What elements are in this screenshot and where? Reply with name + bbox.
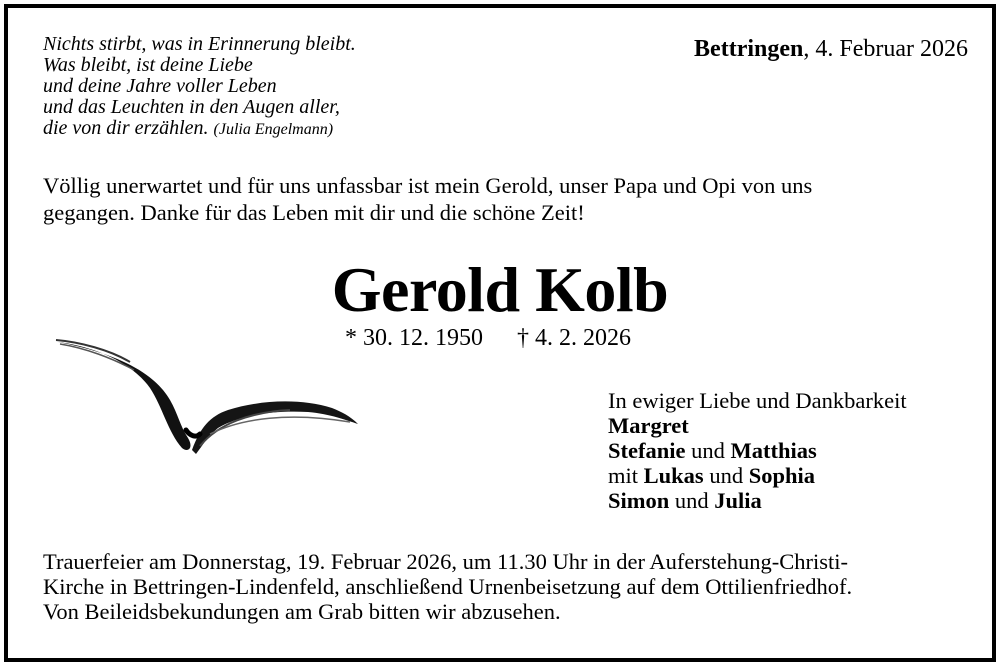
mourner-line: [608, 438, 907, 463]
mourners-opening: In ewiger Liebe und Dankbarkeit: [608, 388, 907, 413]
mourners-block: [608, 388, 907, 513]
intro-line: Völlig unerwartet und für uns unfassbar ist mein Gerold, unser Papa und Opi von uns: [43, 173, 813, 198]
poem-credit: (Julia Engelmann): [213, 121, 334, 138]
funeral-line: Trauerfeier am Donnerstag, 19. Februar 2026, um 11.30 Uhr in der Auferstehung-Christi-: [43, 549, 849, 574]
mourner-name: Lukas: [643, 463, 704, 488]
death-date: † 4. 2. 2026: [517, 325, 631, 351]
funeral-line: Von Beileidsbekundungen am Grab bitten wir abzusehen.: [43, 599, 561, 624]
life-dates: [345, 325, 631, 352]
place-date: [694, 36, 968, 63]
poem-line: Was bleibt, ist deine Liebe: [43, 54, 253, 76]
poem-line-last: [43, 118, 356, 140]
mourner-name: Sophia: [748, 463, 815, 488]
intro-line: gegangen. Danke für das Leben mit dir und die schöne Zeit!: [43, 200, 585, 225]
conjunction: mit: [608, 463, 639, 488]
intro-text: [43, 172, 955, 226]
notice-date: , 4. Februar 2026: [803, 36, 968, 62]
poem-line: die von dir erzählen.: [43, 117, 209, 139]
mourner-name: Stefanie: [608, 438, 686, 463]
conjunction: und: [709, 463, 744, 488]
birth-date: * 30. 12. 1950: [345, 325, 483, 351]
poem-line: und das Leuchten in den Augen aller,: [43, 96, 340, 118]
mourner-name: Julia: [714, 488, 762, 513]
funeral-line: Kirche in Bettringen-Lindenfeld, anschließend Urnenbeisetzung auf dem Ottilienfriedhof.: [43, 574, 853, 599]
mourner-name: Simon: [608, 488, 670, 513]
mourner-name: Margret: [608, 413, 689, 438]
poem-line: und deine Jahre voller Leben: [43, 75, 277, 97]
memorial-poem: [43, 34, 356, 140]
mourner-line: [608, 488, 907, 513]
conjunction: und: [674, 488, 709, 513]
poem-line: Nichts stirbt, was in Erinnerung bleibt.: [43, 33, 356, 55]
bird-icon: [50, 330, 370, 460]
deceased-name: Gerold Kolb: [331, 254, 669, 325]
place: Bettringen: [694, 36, 804, 62]
mourner-line: [608, 463, 907, 488]
mourner-line: [608, 413, 907, 438]
mourner-name: Matthias: [730, 438, 817, 463]
conjunction: und: [691, 438, 725, 463]
funeral-details: [43, 549, 963, 624]
